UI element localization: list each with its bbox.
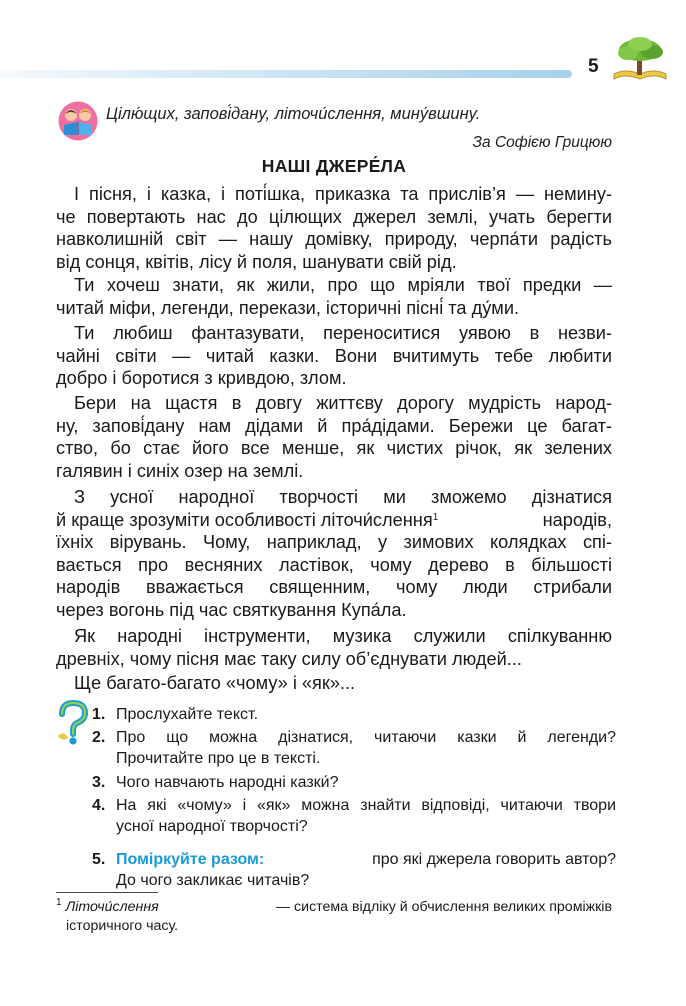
question-number: 5. (92, 851, 106, 869)
text-line: вається про весняних ластівок, чому дерево в більшості (56, 554, 612, 575)
question-item (92, 849, 616, 891)
text-line: че повертають нас до цілющих джерел землі, учать берегти (56, 206, 612, 227)
discuss-together-label: Поміркуйте разом: (116, 851, 265, 869)
footnote-line (56, 898, 612, 917)
footnote-text: історичного часу. (66, 918, 179, 934)
footnote-divider (56, 892, 158, 893)
question-number: 4. (92, 796, 106, 814)
question-text-line (116, 849, 616, 870)
question-number: 2. (92, 729, 106, 747)
paragraph-7 (56, 672, 612, 695)
text-line: ство, бо стає його все менше, як чистих річок, як зелених (56, 438, 612, 459)
text-line: читай міфи, легенди, перекази, історичні пісні́ та ду́ми. (56, 297, 520, 318)
text-line: галявин і синіх озер на землі. (56, 460, 304, 481)
text-line: Бери на щастя в довгу життєву дорогу мудрість народ- (74, 393, 612, 413)
author-line: За Софією Грицюю (472, 134, 612, 151)
text-line: древніх, чому пісня має таку силу об’єднувати людей... (56, 648, 522, 669)
vocabulary-words: Цілю́щих, запові́дану, літочи́слення, мину́вшину. (106, 105, 481, 123)
text-line: Як народні інструменти, музика служили спілкуванню (74, 626, 612, 646)
text-line: через вогонь під час святкування Купа́ла. (56, 599, 407, 620)
question-number: 1. (92, 706, 106, 723)
text-line: від сонця, квітів, лісу й поля, шанувати свій рід. (56, 251, 457, 272)
text-line-tail: народів, (542, 509, 612, 530)
question-text: Прослухайте текст. (116, 706, 259, 723)
footnote-text: — система відліку й обчислення великих проміжків (275, 899, 612, 915)
header-band (0, 70, 572, 78)
tree-on-book-icon (612, 34, 668, 82)
paragraph-6 (56, 625, 612, 670)
text-line: навколишній світ — нашу домівку, природу, черпа́ти радість (56, 229, 612, 250)
question-text: усної народної творчості? (116, 817, 308, 835)
question-text: До чого закликає читачів? (116, 872, 310, 890)
text-line: Ще багато-багато «чому» і «як»... (74, 673, 356, 693)
question-item (92, 704, 616, 725)
footnote (56, 898, 612, 936)
text-line: чайні світи — читай казки. Вони вчитимуть тебе любити (56, 345, 612, 366)
questions-list (92, 704, 616, 894)
paragraph-1 (56, 183, 612, 273)
text-line: народів вважається священним, чому люди стрибали (56, 577, 612, 598)
question-text: Чого навчають народні казки́? (116, 773, 339, 791)
question-item (92, 772, 616, 793)
question-text: На які «чому» і «як» можна знайти відповіді, читаючи твори (116, 796, 616, 814)
footnote-mark: 1 (432, 511, 439, 523)
text-line-with-footnote (56, 509, 612, 532)
footnote-mark: 1 (56, 898, 62, 908)
text-line: Ти хочеш знати, як жили, про що мріяли твої предки — (74, 275, 612, 295)
footnote-term: Літочи́слення (65, 899, 159, 915)
question-mark-icon (56, 700, 90, 746)
text-line: Ти любиш фантазувати, переноситися уявою в незви- (74, 323, 612, 343)
page-number: 5 (588, 56, 599, 77)
children-reading-icon (58, 101, 98, 141)
paragraph-4 (56, 392, 612, 482)
text-line: добро і боротися з кривдою, злом. (56, 368, 347, 389)
text-line: З усної народної творчості ми зможемо дізнатися (74, 487, 612, 507)
paragraph-3 (56, 322, 612, 390)
question-item (92, 727, 616, 769)
paragraph-5 (56, 486, 612, 622)
question-text: про які джерела говорить автор? (372, 851, 616, 869)
paragraph-2 (56, 274, 612, 319)
question-item (92, 795, 616, 837)
question-text: Прочитайте про це в тексті. (116, 750, 321, 768)
text-line: І пісня, і казка, і поті́шка, приказка та прислів’я — немину- (74, 184, 612, 204)
question-number: 3. (92, 773, 106, 791)
text-line: ну, запові́дану нам дідами й пра́дідами. Бережи це багат- (56, 415, 612, 436)
text-title: НАШІ ДЖЕРЕ́ЛА (261, 156, 407, 176)
text-line: й краще зрозуміти особливості літочи́слення (56, 509, 433, 530)
question-text: Про що можна дізнатися, читаючи казки й легенди? (116, 729, 616, 747)
text-line: їхніх вірувань. Чому, наприклад, у зимових колядках спі- (56, 532, 612, 553)
